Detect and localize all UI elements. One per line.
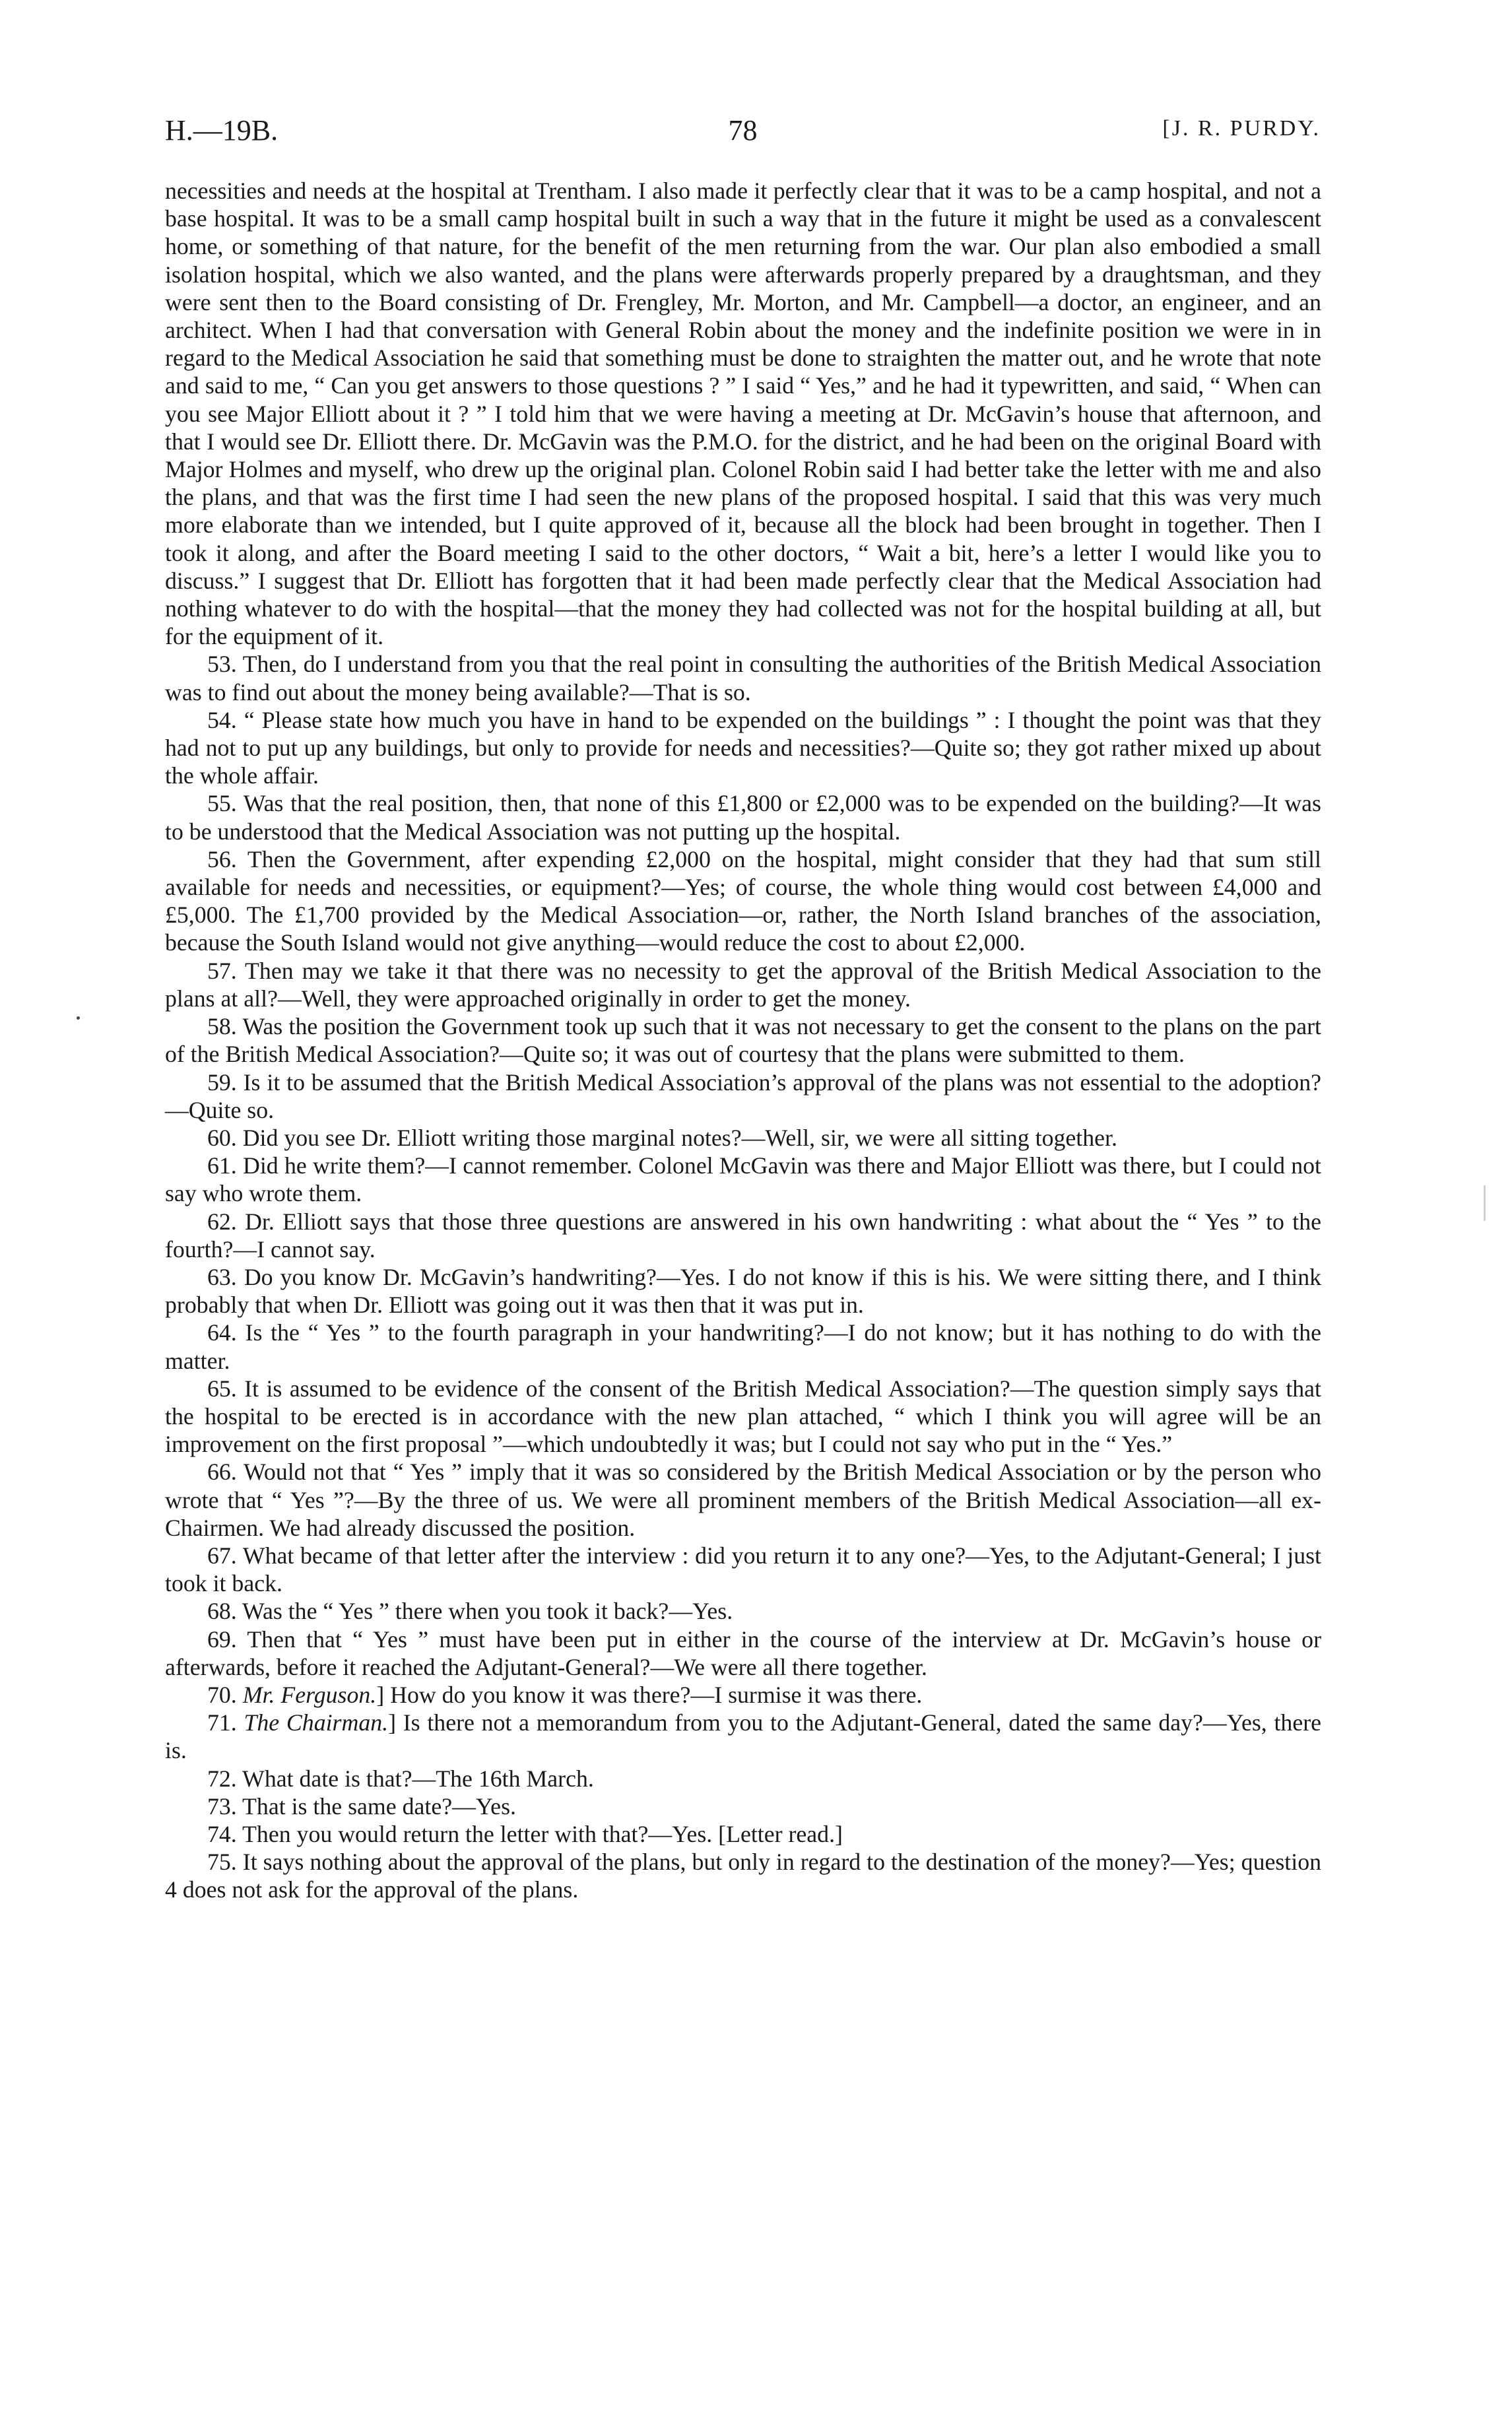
- qa-paragraph: 53. Then, do I understand from you that the real point in consulting the authorities of the British Medical Association was to find out about the money being available?—That is so.: [165, 651, 1321, 706]
- qa-paragraph: 58. Was the position the Government took up such that it was not necessary to get the consent to the plans on the part of the British Medical Association?—Quite so; it was out of courtesy that the plans were submitted to them.: [165, 1013, 1321, 1068]
- qa-paragraph: 69. Then that “ Yes ” must have been put in either in the course of the interview at Dr. McGavin’s house or afterwards, before it reached the Adjutant-General?—We were all there together.: [165, 1626, 1321, 1680]
- qa-text: Is there not a memorandum from you to the Adjutant-General, dated the same day?—Yes, there is.: [165, 1709, 1322, 1764]
- qa-paragraph: 75. It says nothing about the approval of the plans, but only in regard to the destination of the money?—Yes; question 4 does not ask for the approval of the plans.: [165, 1849, 1321, 1903]
- qa-paragraph: 68. Was the “ Yes ” there when you took it back?—Yes.: [207, 1598, 733, 1625]
- qa-paragraph: 73. That is the same date?—Yes.: [207, 1792, 516, 1820]
- qa-paragraph: 65. It is assumed to be evidence of the consent of the British Medical Association?—The question simply says that the hospital to be erected is in accordance with the new plan attached, “ which I think you will agree will be an improvement on the first proposal ”—which undoubtedly it was; but I could not say who put in the “ Yes.”: [165, 1375, 1321, 1458]
- page-number: 78: [728, 114, 758, 147]
- qa-paragraph: 60. Did you see Dr. Elliott writing those marginal notes?—Well, sir, we were all sitting together.: [207, 1124, 1117, 1151]
- qa-paragraph: [165, 1709, 1321, 1764]
- speaker-bracket: ]: [376, 1681, 385, 1708]
- page-header: [165, 114, 1321, 153]
- qa-text: How do you know it was there?—I surmise it was there.: [384, 1681, 923, 1708]
- qa-paragraph: 64. Is the “ Yes ” to the fourth paragraph in your handwriting?—I do not know; but it has nothing to do with the matter.: [165, 1319, 1321, 1374]
- qa-text: 71.: [207, 1709, 244, 1736]
- qa-paragraph: 72. What date is that?—The 16th March.: [207, 1765, 594, 1792]
- qa-paragraph: 61. Did he write them?—I cannot remember. Colonel McGavin was there and Major Elliott was there, but I could not say who wrote them.: [165, 1152, 1321, 1207]
- qa-text: 70.: [207, 1681, 243, 1708]
- speaker-name: The Chairman.: [244, 1709, 389, 1736]
- speaker-bracket: ]: [388, 1709, 397, 1736]
- qa-paragraph: 54. “ Please state how much you have in hand to be expended on the buildings ” : I thought the point was that they had not to put up any buildings, but only to provide for needs and necessities?—Quite so; they got rather mixed up about the whole affair.: [165, 706, 1321, 789]
- witness-name: [J. R. PURDY.: [1162, 116, 1321, 141]
- body-text: [165, 177, 1321, 1904]
- qa-paragraph: 74. Then you would return the letter with that?—Yes. [Letter read.]: [207, 1820, 843, 1847]
- qa-paragraph: 62. Dr. Elliott says that those three questions are answered in his own handwriting : what about the “ Yes ” to the fourth?—I cannot say.: [165, 1208, 1321, 1263]
- opening-paragraph: necessities and needs at the hospital at Trentham. I also made it perfectly clear that it was to be a camp hospital, and not a base hospital. It was to be a small camp hospital built in such a way that in the future it might be used as a convalescent home, or something of that nature, for the benefit of the men returning from the war. Our plan also embodied a small isolation hospital, which we also wanted, and the plans were afterwards properly prepared by a draughtsman, and they were sent then to the Board consisting of Dr. Frengley, Mr. Morton, and Mr. Campbell—a doctor, an engineer, and an architect. When I had that conversation with General Robin about the money and the indefinite position we were in in regard to the Medical Association he said that something must be done to straighten the matter out, and he wrote that note and said to me, “ Can you get answers to those questions ? ” I said “ Yes,” and he had it typewritten, and said, “ When can you see Major Elliott about it ? ” I told him that we were having a meeting at Dr. McGavin’s house that afternoon, and that I would see Dr. Elliott there. Dr. McGavin was the P.M.O. for the district, and he had been on the original Board with Major Holmes and myself, who drew up the original plan. Colonel Robin said I had better take the letter with me and also the plans, and that was the first time I had seen the new plans of the proposed hospital. I said that this was very much more elaborate than we intended, but I quite approved of it, because all the block had been brought in together. Then I took it along, and after the Board meeting I said to the other doctors, “ Wait a bit, here’s a letter I would like you to discuss.” I suggest that Dr. Elliott has forgotten that it had been made perfectly clear that the Medical Association had nothing whatever to do with the hospital—that the money they had collected was not for the hospital building at all, but for the equipment of it.: [165, 178, 1321, 650]
- document-reference: H.—19B.: [165, 114, 279, 147]
- qa-paragraph: 67. What became of that letter after the interview : did you return it to any one?—Yes, to the Adjutant-General; I just took it back.: [165, 1542, 1321, 1597]
- margin-mark: [77, 1016, 80, 1020]
- speaker-name: Mr. Ferguson.: [242, 1681, 377, 1708]
- qa-paragraph: 66. Would not that “ Yes ” imply that it was so considered by the British Medical Association or by the person who wrote that “ Yes ”?—By the three of us. We were all prominent members of the British Medical Association—all ex-Chairmen. We had already discussed the position.: [165, 1459, 1321, 1541]
- qa-paragraph: 59. Is it to be assumed that the British Medical Association’s approval of the plans was not essential to the adoption?—Quite so.: [165, 1068, 1321, 1123]
- qa-paragraph: [165, 1681, 1321, 1709]
- qa-paragraph: 63. Do you know Dr. McGavin’s handwriting?—Yes. I do not know if this is his. We were sitting there, and I think probably that when Dr. Elliott was going out it was then that it was put in.: [165, 1263, 1321, 1319]
- qa-paragraph: 57. Then may we take it that there was no necessity to get the approval of the British Medical Association to the plans at all?—Well, they were approached originally in order to get the money.: [165, 957, 1321, 1012]
- qa-paragraph: 56. Then the Government, after expending £2,000 on the hospital, might consider that they had that sum still available for needs and necessities, or equipment?—Yes; of course, the whole thing would cost between £4,000 and £5,000. The £1,700 provided by the Medical Association—or, rather, the North Island branches of the association, because the South Island would not give anything—would reduce the cost to about £2,000.: [165, 845, 1321, 956]
- qa-paragraph: 55. Was that the real position, then, that none of this £1,800 or £2,000 was to be expended on the building?—It was to be understood that the Medical Association was not putting up the hospital.: [165, 790, 1321, 845]
- margin-mark: [1484, 1185, 1486, 1221]
